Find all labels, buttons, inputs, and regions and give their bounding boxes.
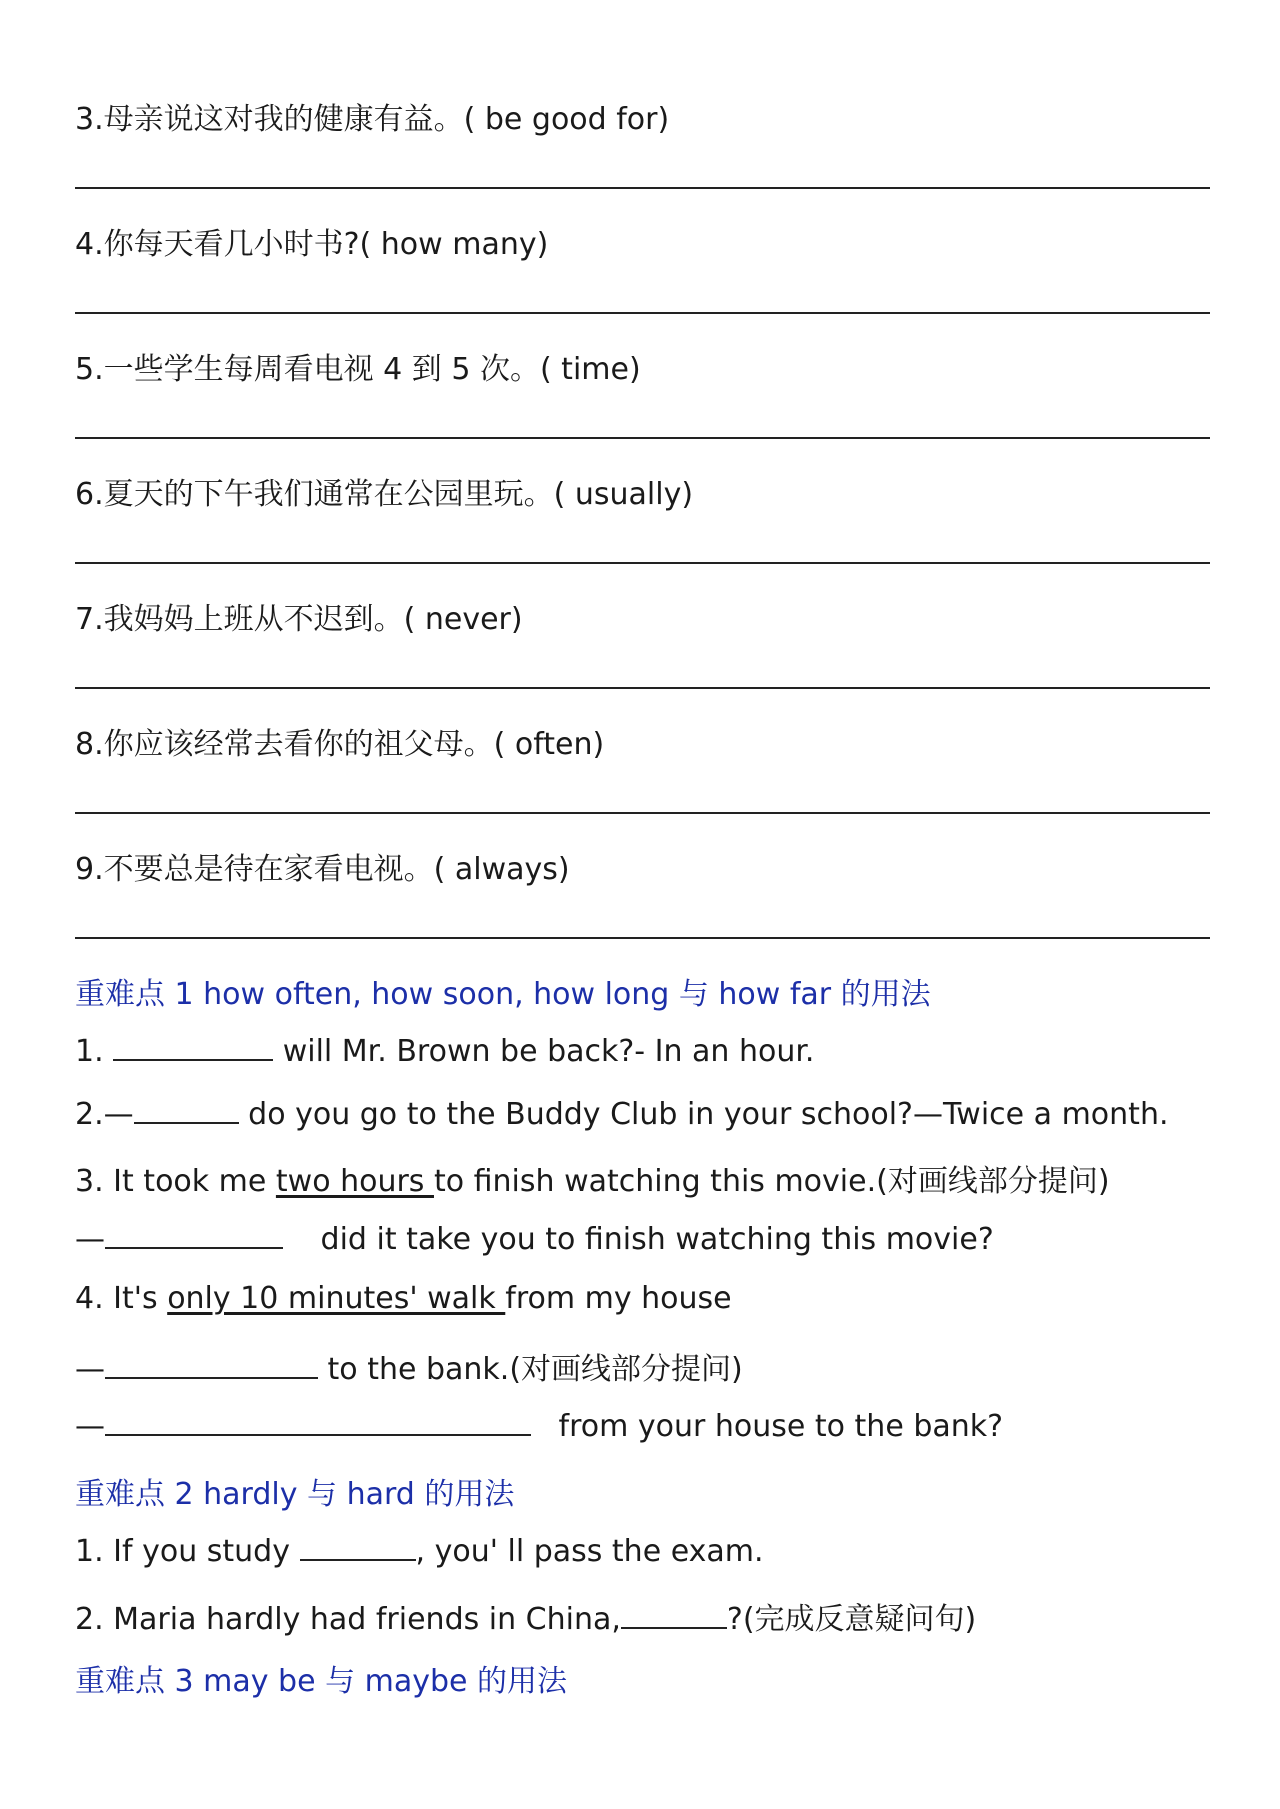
translation-item-7: 7.我妈妈上班从不迟到。( never): [75, 602, 523, 637]
answer-line[interactable]: [75, 687, 1210, 689]
dash: —: [75, 1409, 105, 1444]
section-heading-3: 重难点 3 may be 与 maybe 的用法: [75, 1664, 568, 1699]
question-text-pre: 1. If you study: [75, 1534, 300, 1569]
answer-line[interactable]: [75, 437, 1210, 439]
s1-question-1: [75, 1031, 814, 1069]
question-number: 2.—: [75, 1097, 134, 1132]
question-text-post: to finish watching this movie.(对画线部分提问): [433, 1164, 1110, 1199]
dash: —: [75, 1222, 105, 1257]
question-text-pre: 4. It's: [75, 1281, 168, 1316]
question-text-post: , you' ll pass the exam.: [415, 1534, 764, 1569]
s2-question-2: [75, 1594, 976, 1638]
s1-question-2: [75, 1094, 1169, 1132]
answer-line[interactable]: [75, 937, 1210, 939]
translation-item-6: 6.夏天的下午我们通常在公园里玩。( usually): [75, 477, 694, 512]
fill-blank[interactable]: [621, 1599, 727, 1629]
answer-line[interactable]: [75, 812, 1210, 814]
translation-item-3: 3.母亲说这对我的健康有益。( be good for): [75, 102, 670, 137]
fill-blank[interactable]: [105, 1219, 283, 1249]
s1-question-3-answer: [75, 1219, 994, 1257]
section-heading-1: 重难点 1 how often, how soon, how long 与 how far 的用法: [75, 977, 931, 1012]
question-text: did it take you to finish watching this movie?: [320, 1222, 994, 1257]
answer-line[interactable]: [75, 187, 1210, 189]
question-text: will Mr. Brown be back?- In an hour.: [282, 1034, 815, 1069]
dash: —: [75, 1352, 105, 1387]
question-text: to the bank.(对画线部分提问): [327, 1352, 743, 1387]
answer-line[interactable]: [75, 312, 1210, 314]
answer-line[interactable]: [75, 562, 1210, 564]
s1-question-4-line2: [75, 1344, 743, 1388]
question-number: 1.: [75, 1034, 104, 1069]
fill-blank[interactable]: [300, 1531, 416, 1561]
question-text-pre: 2. Maria hardly had friends in China,: [75, 1602, 621, 1637]
question-text: from your house to the bank?: [558, 1409, 1004, 1444]
translation-item-9: 9.不要总是待在家看电视。( always): [75, 852, 570, 887]
question-text-pre: 3. It took me: [75, 1164, 276, 1199]
fill-blank[interactable]: [113, 1031, 273, 1061]
question-text-post: ?(完成反意疑问句): [726, 1602, 977, 1637]
translation-item-5: 5.一些学生每周看电视 4 到 5 次。( time): [75, 352, 641, 387]
question-text: do you go to the Buddy Club in your school?—Twice a month.: [248, 1097, 1169, 1132]
s1-question-3: [75, 1156, 1110, 1200]
translation-item-8: 8.你应该经常去看你的祖父母。( often): [75, 727, 605, 762]
question-text-post: from my house: [505, 1281, 732, 1316]
s1-question-4-line3: [75, 1406, 1003, 1444]
s2-question-1: [75, 1531, 764, 1569]
fill-blank[interactable]: [134, 1094, 239, 1124]
section-heading-2: 重难点 2 hardly 与 hard 的用法: [75, 1477, 515, 1512]
translation-item-4: 4.你每天看几小时书?( how many): [75, 227, 549, 262]
s1-question-4: [75, 1281, 732, 1316]
underlined-phrase: only 10 minutes' walk: [167, 1281, 506, 1316]
fill-blank[interactable]: [105, 1349, 318, 1379]
underlined-phrase: two hours: [275, 1164, 434, 1199]
fill-blank[interactable]: [105, 1406, 531, 1436]
